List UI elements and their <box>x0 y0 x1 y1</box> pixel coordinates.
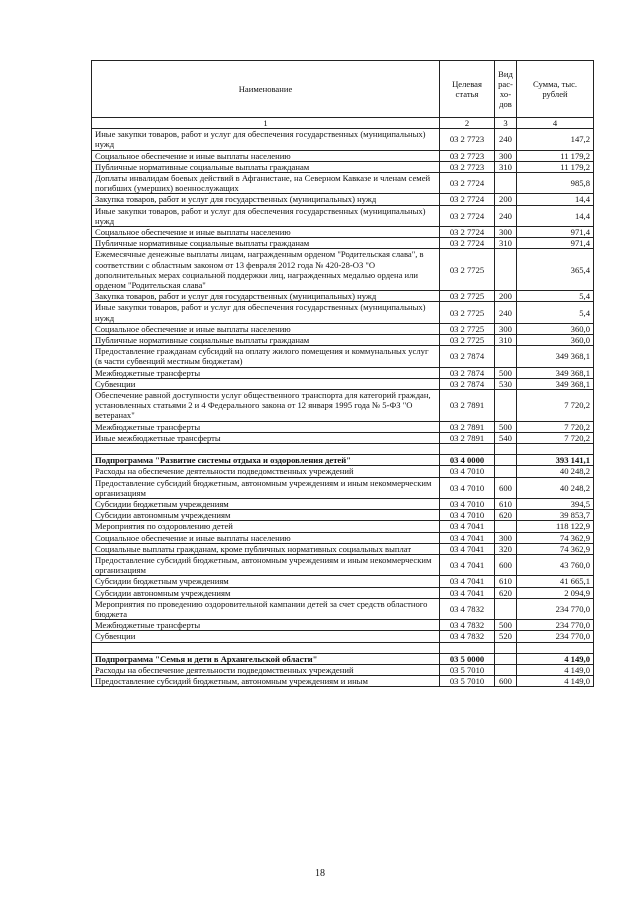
table-row <box>92 620 594 631</box>
row-sum: 7 720,2 <box>517 432 594 443</box>
row-sum: 118 122,9 <box>517 521 594 532</box>
row-sum: 11 179,2 <box>517 150 594 161</box>
row-sum <box>517 444 594 455</box>
row-code: 03 4 7832 <box>440 598 495 619</box>
column-number: 2 <box>440 118 495 129</box>
table-row <box>92 249 594 291</box>
table-row <box>92 543 594 554</box>
row-sum: 5,4 <box>517 302 594 323</box>
row-sum: 360,0 <box>517 323 594 334</box>
row-type <box>495 466 517 477</box>
table-row <box>92 675 594 686</box>
row-name: Подпрограмма "Семья и дети в Архангельской области" <box>92 653 440 664</box>
row-type: 240 <box>495 302 517 323</box>
column-number: 1 <box>92 118 440 129</box>
table-row <box>92 150 594 161</box>
row-type: 300 <box>495 532 517 543</box>
row-name: Субсидии автономным учреждениям <box>92 587 440 598</box>
row-type <box>495 173 517 194</box>
row-code: 03 2 7724 <box>440 205 495 226</box>
row-sum: 7 720,2 <box>517 421 594 432</box>
budget-table <box>91 60 594 687</box>
row-type <box>495 664 517 675</box>
row-sum: 349 368,1 <box>517 367 594 378</box>
row-type: 240 <box>495 205 517 226</box>
row-type <box>495 521 517 532</box>
header-sum: Сумма, тыс. рублей <box>517 61 594 118</box>
row-name: Межбюджетные трансферты <box>92 620 440 631</box>
row-code: 03 2 7874 <box>440 367 495 378</box>
row-type: 300 <box>495 323 517 334</box>
row-name: Иные межбюджетные трансферты <box>92 432 440 443</box>
table-row <box>92 238 594 249</box>
row-type: 600 <box>495 675 517 686</box>
row-sum <box>517 642 594 653</box>
row-code: 03 4 7010 <box>440 498 495 509</box>
row-code: 03 4 0000 <box>440 455 495 466</box>
row-sum: 5,4 <box>517 291 594 302</box>
row-code: 03 5 7010 <box>440 664 495 675</box>
row-sum: 360,0 <box>517 335 594 346</box>
row-name: Субвенции <box>92 378 440 389</box>
table-row <box>92 576 594 587</box>
row-name: Предоставление субсидий бюджетным, автономным учреждениям и иным некоммерческим организациям <box>92 477 440 498</box>
row-name: Социальные выплаты гражданам, кроме публичных нормативных социальных выплат <box>92 543 440 554</box>
row-type: 240 <box>495 129 517 150</box>
row-code: 03 2 7725 <box>440 302 495 323</box>
row-name: Иные закупки товаров, работ и услуг для обеспечения государственных (муниципальных) нужд <box>92 129 440 150</box>
row-name: Субвенции <box>92 631 440 642</box>
row-code: 03 4 7041 <box>440 576 495 587</box>
row-sum: 234 770,0 <box>517 620 594 631</box>
row-sum: 971,4 <box>517 238 594 249</box>
row-name <box>92 642 440 653</box>
row-code: 03 4 7041 <box>440 532 495 543</box>
row-type <box>495 444 517 455</box>
row-name: Межбюджетные трансферты <box>92 421 440 432</box>
column-number: 4 <box>517 118 594 129</box>
row-code: 03 2 7891 <box>440 390 495 422</box>
row-type: 310 <box>495 238 517 249</box>
table-row <box>92 532 594 543</box>
row-sum: 365,4 <box>517 249 594 291</box>
row-name: Иные закупки товаров, работ и услуг для обеспечения государственных (муниципальных) нужд <box>92 205 440 226</box>
row-code: 03 2 7723 <box>440 150 495 161</box>
row-sum: 971,4 <box>517 227 594 238</box>
row-name: Мероприятия по проведению оздоровительной кампании детей за счет средств областного бюджета <box>92 598 440 619</box>
row-code: 03 5 7010 <box>440 675 495 686</box>
row-name: Социальное обеспечение и иные выплаты населению <box>92 227 440 238</box>
header-name: Наименование <box>92 61 440 118</box>
table-row <box>92 390 594 422</box>
row-name: Мероприятия по оздоровлению детей <box>92 521 440 532</box>
column-number-row <box>92 118 594 129</box>
table-row <box>92 477 594 498</box>
row-sum: 11 179,2 <box>517 161 594 172</box>
row-name: Межбюджетные трансферты <box>92 367 440 378</box>
row-sum: 14,4 <box>517 194 594 205</box>
row-type: 500 <box>495 367 517 378</box>
row-name: Обеспечение равной доступности услуг общественного транспорта для категорий граждан, установленных статьями 2 и 4 Федерального закона от 12 января 1995 года № 5-ФЗ "О ветеранах" <box>92 390 440 422</box>
row-code: 03 4 7041 <box>440 554 495 575</box>
table-row <box>92 631 594 642</box>
row-code: 03 2 7724 <box>440 238 495 249</box>
table-row <box>92 664 594 675</box>
row-name: Предоставление субсидий бюджетным, автономным учреждениям и иным некоммерческим организациям <box>92 554 440 575</box>
row-code: 03 5 0000 <box>440 653 495 664</box>
table-row <box>92 173 594 194</box>
header-type: Вид рас- хо- дов <box>495 61 517 118</box>
row-name <box>92 444 440 455</box>
table-row <box>92 510 594 521</box>
table-row <box>92 466 594 477</box>
row-sum: 4 149,0 <box>517 675 594 686</box>
row-code: 03 2 7725 <box>440 249 495 291</box>
table-row <box>92 194 594 205</box>
row-sum: 985,8 <box>517 173 594 194</box>
row-sum: 43 760,0 <box>517 554 594 575</box>
spacer-row <box>92 642 594 653</box>
row-name: Иные закупки товаров, работ и услуг для обеспечения государственных (муниципальных) нужд <box>92 302 440 323</box>
row-type: 530 <box>495 378 517 389</box>
table-row <box>92 335 594 346</box>
row-type: 540 <box>495 432 517 443</box>
row-code: 03 2 7725 <box>440 291 495 302</box>
row-type: 300 <box>495 150 517 161</box>
table-row <box>92 323 594 334</box>
table-row <box>92 498 594 509</box>
row-sum: 74 362,9 <box>517 543 594 554</box>
table-row <box>92 378 594 389</box>
row-type: 500 <box>495 620 517 631</box>
row-code: 03 2 7725 <box>440 335 495 346</box>
subprogram-row <box>92 653 594 664</box>
row-type: 600 <box>495 554 517 575</box>
row-sum: 234 770,0 <box>517 598 594 619</box>
table-row <box>92 129 594 150</box>
column-number: 3 <box>495 118 517 129</box>
row-type: 200 <box>495 194 517 205</box>
row-name: Закупка товаров, работ и услуг для государственных (муниципальных) нужд <box>92 291 440 302</box>
row-sum: 147,2 <box>517 129 594 150</box>
row-code: 03 2 7874 <box>440 346 495 367</box>
table-row <box>92 205 594 226</box>
row-type: 600 <box>495 477 517 498</box>
page-number: 18 <box>315 868 325 879</box>
row-code: 03 4 7010 <box>440 477 495 498</box>
row-code: 03 2 7891 <box>440 432 495 443</box>
row-sum: 349 368,1 <box>517 378 594 389</box>
table-row <box>92 367 594 378</box>
row-type: 200 <box>495 291 517 302</box>
row-name: Доплаты инвалидам боевых действий в Афганистане, на Северном Кавказе и членам семей погибших (умерших) военнослужащих <box>92 173 440 194</box>
row-type: 620 <box>495 510 517 521</box>
row-sum: 39 853,7 <box>517 510 594 521</box>
row-sum: 394,5 <box>517 498 594 509</box>
table-row <box>92 346 594 367</box>
row-sum: 41 665,1 <box>517 576 594 587</box>
row-code: 03 4 7832 <box>440 631 495 642</box>
row-type <box>495 249 517 291</box>
row-code: 03 4 7041 <box>440 543 495 554</box>
table-row <box>92 291 594 302</box>
table-row <box>92 421 594 432</box>
row-code: 03 2 7723 <box>440 129 495 150</box>
row-name: Публичные нормативные социальные выплаты гражданам <box>92 335 440 346</box>
row-code: 03 2 7723 <box>440 161 495 172</box>
row-name: Публичные нормативные социальные выплаты гражданам <box>92 161 440 172</box>
row-name: Предоставление субсидий бюджетным, автономным учреждениям и иным <box>92 675 440 686</box>
row-type <box>495 598 517 619</box>
header-code: Целевая статья <box>440 61 495 118</box>
row-type: 620 <box>495 587 517 598</box>
table-body <box>92 129 594 687</box>
row-type: 610 <box>495 576 517 587</box>
row-code: 03 2 7725 <box>440 323 495 334</box>
row-type <box>495 653 517 664</box>
row-code: 03 2 7724 <box>440 173 495 194</box>
table-row <box>92 521 594 532</box>
row-type: 500 <box>495 421 517 432</box>
row-sum: 40 248,2 <box>517 477 594 498</box>
row-name: Субсидии бюджетным учреждениям <box>92 576 440 587</box>
row-name: Расходы на обеспечение деятельности подведомственных учреждений <box>92 664 440 675</box>
row-sum: 4 149,0 <box>517 653 594 664</box>
row-name: Расходы на обеспечение деятельности подведомственных учреждений <box>92 466 440 477</box>
row-sum: 14,4 <box>517 205 594 226</box>
row-sum: 7 720,2 <box>517 390 594 422</box>
subprogram-row <box>92 455 594 466</box>
spacer-row <box>92 444 594 455</box>
row-type: 520 <box>495 631 517 642</box>
row-sum: 349 368,1 <box>517 346 594 367</box>
row-type: 300 <box>495 227 517 238</box>
row-sum: 393 141,1 <box>517 455 594 466</box>
row-type <box>495 455 517 466</box>
row-name: Социальное обеспечение и иные выплаты населению <box>92 532 440 543</box>
row-code <box>440 444 495 455</box>
row-name: Подпрограмма "Развитие системы отдыха и оздоровления детей" <box>92 455 440 466</box>
row-code: 03 4 7041 <box>440 521 495 532</box>
table-row <box>92 598 594 619</box>
table-row <box>92 302 594 323</box>
table-row <box>92 227 594 238</box>
row-type <box>495 346 517 367</box>
row-code: 03 4 7010 <box>440 466 495 477</box>
row-code: 03 4 7832 <box>440 620 495 631</box>
row-code <box>440 642 495 653</box>
row-code: 03 4 7041 <box>440 587 495 598</box>
row-name: Закупка товаров, работ и услуг для государственных (муниципальных) нужд <box>92 194 440 205</box>
row-name: Публичные нормативные социальные выплаты гражданам <box>92 238 440 249</box>
row-type: 310 <box>495 161 517 172</box>
row-type <box>495 390 517 422</box>
row-name: Ежемесячные денежные выплаты лицам, награжденным орденом "Родительская слава", в соответствии с областным законом от 13 февраля 2012 года № 420-28-ОЗ "О дополнительных мерах социальной поддержки лиц, награжденных медалью ордена или орденом "Родительская слава" <box>92 249 440 291</box>
table-row <box>92 554 594 575</box>
row-type <box>495 642 517 653</box>
row-code: 03 2 7724 <box>440 227 495 238</box>
table-row <box>92 587 594 598</box>
row-sum: 2 094,9 <box>517 587 594 598</box>
row-sum: 4 149,0 <box>517 664 594 675</box>
row-sum: 234 770,0 <box>517 631 594 642</box>
row-name: Социальное обеспечение и иные выплаты населению <box>92 150 440 161</box>
row-type: 310 <box>495 335 517 346</box>
row-code: 03 2 7874 <box>440 378 495 389</box>
row-name: Социальное обеспечение и иные выплаты населению <box>92 323 440 334</box>
row-name: Субсидии бюджетным учреждениям <box>92 498 440 509</box>
row-type: 320 <box>495 543 517 554</box>
row-type: 610 <box>495 498 517 509</box>
table-header-row <box>92 61 594 118</box>
row-name: Субсидии автономным учреждениям <box>92 510 440 521</box>
table-row <box>92 432 594 443</box>
row-code: 03 2 7724 <box>440 194 495 205</box>
row-name: Предоставление гражданам субсидий на оплату жилого помещения и коммунальных услуг (в части субвенций местным бюджетам) <box>92 346 440 367</box>
row-code: 03 2 7891 <box>440 421 495 432</box>
row-code: 03 4 7010 <box>440 510 495 521</box>
row-sum: 40 248,2 <box>517 466 594 477</box>
row-sum: 74 362,9 <box>517 532 594 543</box>
table-row <box>92 161 594 172</box>
